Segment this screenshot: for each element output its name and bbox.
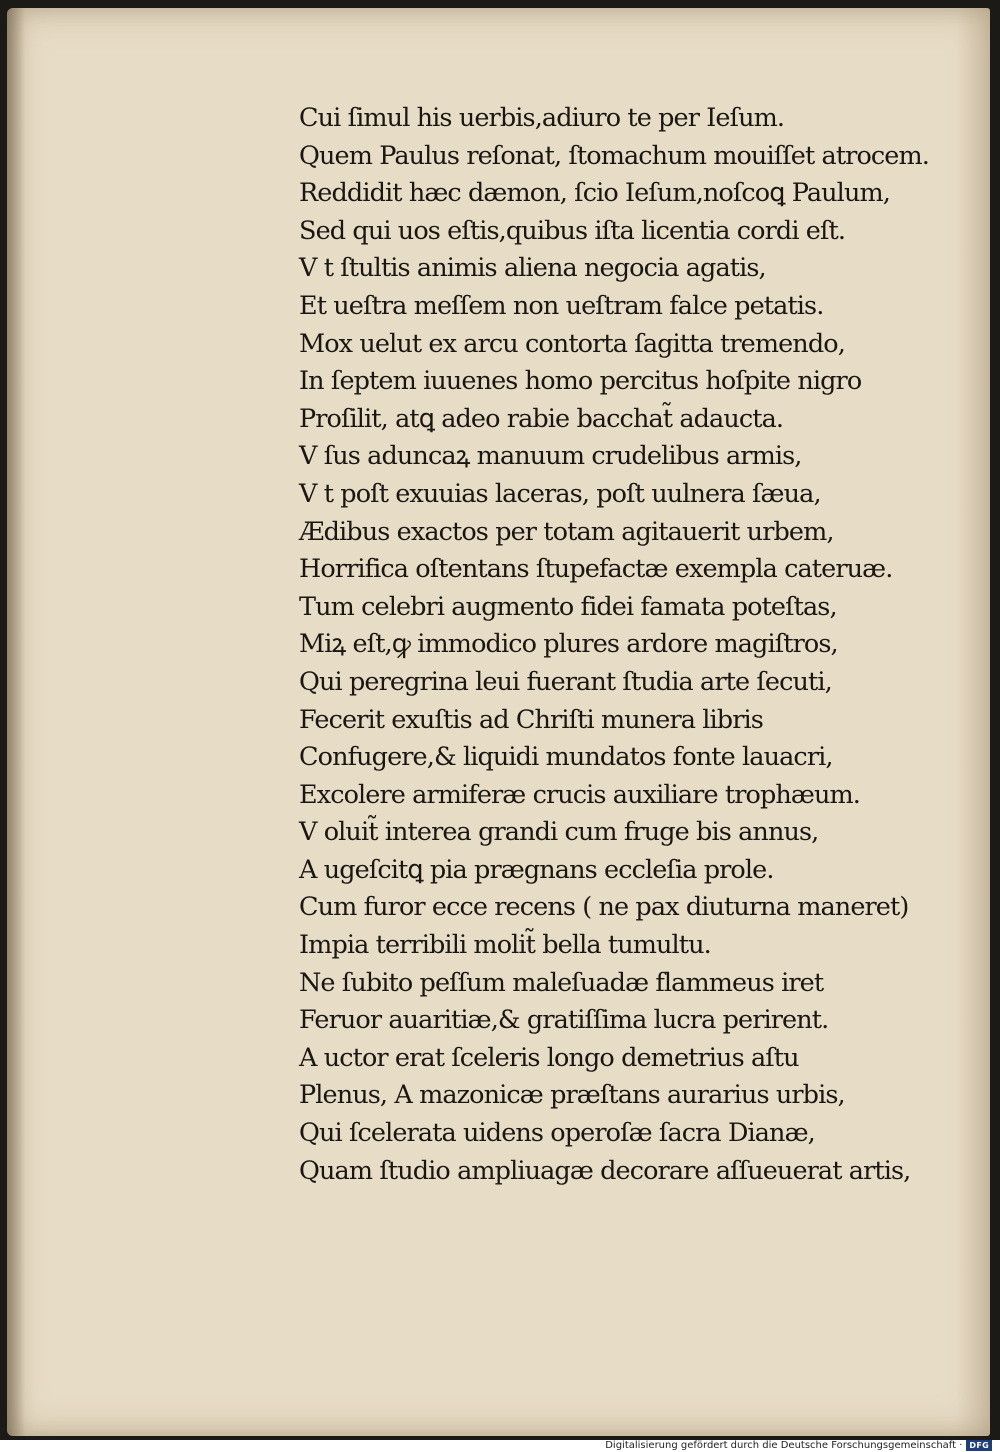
verse-line: Qui ſcelerata uidens operoſæ ſacra Dianæ, — [299, 1118, 815, 1149]
verse-line: Proſilit, atꝗ adeo rabie bacchat̃ adaucta. — [299, 403, 784, 434]
verse-line: Qui peregrina leui fuerant ſtudia arte ſecuti, — [299, 666, 832, 697]
verse-line: Et ueſtra meſſem non ueſtram falce petatis. — [299, 290, 824, 321]
verse-text — [299, 100, 979, 1190]
verse-line: Plenus, A mazonicæ præſtans aurarius urbis, — [299, 1080, 845, 1111]
verse-line: A ugeſcitꝗ pia prægnans eccleſia prole. — [299, 854, 774, 885]
verse-line: Ædibus exactos per totam agitauerit urbem, — [299, 516, 834, 547]
digitization-footer — [605, 1438, 992, 1452]
verse-line: Impia terribili molit̃ bella tumultu. — [299, 930, 711, 961]
verse-line: Quem Paulus reſonat, ſtomachum mouiſſet atrocem. — [299, 140, 929, 171]
verse-line: Cum furor ecce recens ( ne pax diuturna maneret) — [299, 892, 909, 923]
verse-line: Ne ſubito peſſum maleſuadæ flammeus iret — [299, 967, 824, 998]
verse-line: V t ſtultis animis aliena negocia agatis, — [299, 253, 766, 284]
verse-line: V oluit̃ interea grandi cum fruge bis annus, — [299, 817, 819, 848]
verse-line: Horrifica oſtentans ſtupefactæ exempla cateruæ. — [299, 554, 893, 585]
verse-line: In ſeptem iuuenes homo percitus hoſpite nigro — [299, 366, 862, 397]
verse-line: V t poſt exuuias laceras, poſt uulnera ſæua, — [299, 478, 821, 509]
funding-notice: Digitalisierung gefördert durch die Deutsche Forschungsgemeinschaft · — [605, 1439, 963, 1451]
verse-line: A uctor erat ſceleris longo demetrius aſtu — [299, 1042, 799, 1073]
gutter-shadow — [7, 8, 25, 1436]
verse-line: Reddidit hæc dæmon, ſcio Ieſum,noſcoꝗ Paulum, — [299, 178, 890, 209]
verse-line: Sed qui uos eſtis,quibus iſta licentia cordi eſt. — [299, 215, 846, 246]
verse-line: Confugere,& liquidi mundatos fonte lauacri, — [299, 742, 833, 773]
book-page — [7, 8, 990, 1436]
verse-line: Excolere armiferæ crucis auxiliare trophæum. — [299, 779, 860, 810]
verse-line: Cui ſimul his uerbis,adiuro te per Ieſum. — [299, 103, 785, 133]
verse-line: Tum celebri augmento fidei famata poteſtas, — [299, 591, 837, 622]
verse-line: Feruor auaritiæ,& gratiſſima lucra perirent. — [299, 1005, 829, 1036]
verse-line: V ſus aduncaꝝ manuum crudelibus armis, — [299, 441, 802, 472]
verse-line: Mox uelut ex arcu contorta ſagitta tremendo, — [299, 328, 845, 359]
dfg-logo: DFG — [966, 1440, 992, 1451]
verse-line: Miꝝ eſt,ꝙ immodico plures ardore magiſtros, — [299, 629, 838, 660]
verse-line: Quam ſtudio ampliuagæ decorare aſſueuerat artis, — [299, 1155, 911, 1186]
verse-line: Fecerit exuſtis ad Chriſti munera libris — [299, 704, 763, 735]
